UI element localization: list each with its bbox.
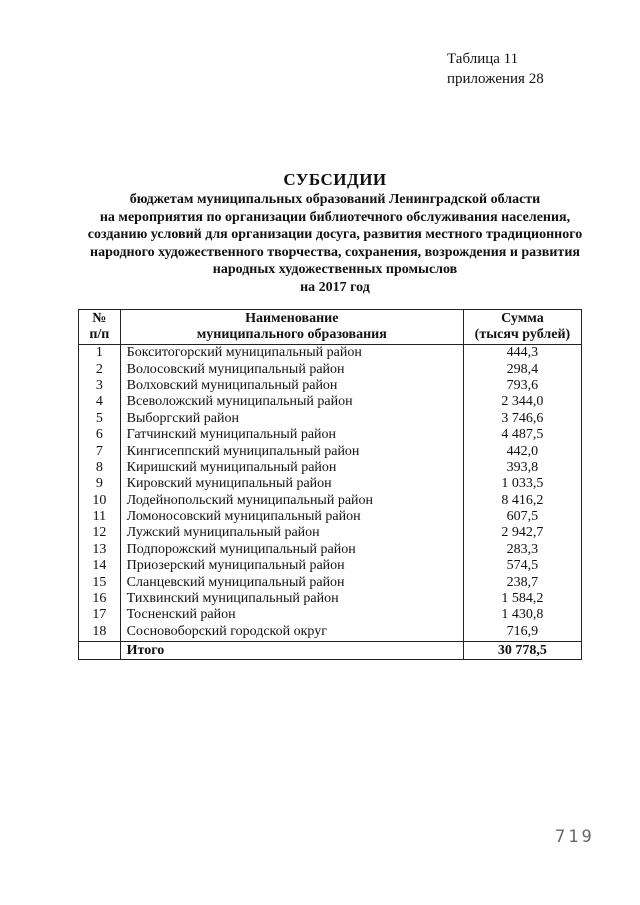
heading-line: созданию условий для организации досуга, развития местного традиционного (87, 227, 583, 242)
row-number: 12 (79, 525, 121, 541)
row-sum: 444,3 (463, 345, 581, 362)
table-number: Таблица 11 (447, 51, 519, 67)
table-body (79, 345, 582, 660)
table-row (79, 558, 582, 574)
row-number: 2 (79, 361, 121, 377)
row-name: Сланцевский муниципальный район (120, 574, 463, 590)
row-sum: 1 033,5 (463, 476, 581, 492)
row-sum: 238,7 (463, 574, 581, 590)
header-name (120, 310, 463, 345)
heading-year: на 2017 год (300, 279, 370, 295)
heading-line: народных художественных промыслов (212, 262, 458, 277)
row-sum: 716,9 (463, 624, 581, 642)
row-number: 9 (79, 476, 121, 492)
row-name: Тосненский район (120, 607, 463, 623)
table-row (79, 525, 582, 541)
table-row (79, 574, 582, 590)
row-number: 14 (79, 558, 121, 574)
header-sum-line1: Сумма (501, 311, 544, 326)
row-sum: 393,8 (463, 460, 581, 476)
table-row (79, 411, 582, 427)
table-row (79, 345, 582, 362)
total-row (79, 642, 582, 660)
row-sum: 1 430,8 (463, 607, 581, 623)
table-row (79, 509, 582, 525)
total-label: Итого (120, 642, 463, 660)
table-reference (447, 49, 544, 89)
row-number: 3 (79, 378, 121, 394)
row-number: 4 (79, 394, 121, 410)
row-name: Киришский муниципальный район (120, 460, 463, 476)
heading-line: на мероприятия по организации библиотечного обслуживания населения, (99, 209, 571, 225)
row-name: Приозерский муниципальный район (120, 558, 463, 574)
row-number: 1 (79, 345, 121, 362)
row-name: Выборгский район (120, 411, 463, 427)
table-row (79, 607, 582, 623)
heading-line: бюджетам муниципальных образований Ленинградской области (129, 192, 541, 207)
row-name: Волховский муниципальный район (120, 378, 463, 394)
row-sum: 3 746,6 (463, 411, 581, 427)
row-number: 10 (79, 493, 121, 509)
table-row (79, 361, 582, 377)
table-header-row (79, 310, 582, 345)
table-row (79, 427, 582, 443)
row-number: 8 (79, 460, 121, 476)
document-title: СУБСИДИИ (283, 170, 387, 189)
header-sum (463, 310, 581, 345)
row-sum: 8 416,2 (463, 493, 581, 509)
table-row (79, 591, 582, 607)
row-number: 15 (79, 574, 121, 590)
row-name: Кингисеппский муниципальный район (120, 443, 463, 459)
table-row (79, 493, 582, 509)
row-sum: 4 487,5 (463, 427, 581, 443)
row-number: 6 (79, 427, 121, 443)
row-sum: 793,6 (463, 378, 581, 394)
row-name: Ломоносовский муниципальный район (120, 509, 463, 525)
row-sum: 607,5 (463, 509, 581, 525)
row-name: Тихвинский муниципальный район (120, 591, 463, 607)
table-row (79, 443, 582, 459)
document-heading (40, 169, 630, 296)
table-row (79, 542, 582, 558)
row-name: Лужский муниципальный район (120, 525, 463, 541)
row-number: 7 (79, 443, 121, 459)
row-name: Сосновоборский городской округ (120, 624, 463, 642)
row-number: 13 (79, 542, 121, 558)
total-number-cell (79, 642, 121, 660)
row-name: Лодейнопольский муниципальный район (120, 493, 463, 509)
table-row (79, 378, 582, 394)
row-sum: 298,4 (463, 361, 581, 377)
row-name: Подпорожский муниципальный район (120, 542, 463, 558)
row-name: Всеволожский муниципальный район (120, 394, 463, 410)
row-number: 16 (79, 591, 121, 607)
row-sum: 442,0 (463, 443, 581, 459)
header-number (79, 310, 121, 345)
header-name-line1: Наименование (245, 311, 339, 326)
header-sum-line2: (тысяч рублей) (474, 327, 571, 342)
row-name: Бокситогорский муниципальный район (120, 345, 463, 362)
header-name-line2: муниципального образования (196, 327, 387, 342)
total-sum: 30 778,5 (463, 642, 581, 660)
row-sum: 2 344,0 (463, 394, 581, 410)
row-name: Кировский муниципальный район (120, 476, 463, 492)
row-name: Волосовский муниципальный район (120, 361, 463, 377)
table-row (79, 394, 582, 410)
row-number: 5 (79, 411, 121, 427)
table-row (79, 476, 582, 492)
row-number: 11 (79, 509, 121, 525)
table-row (79, 460, 582, 476)
row-name: Гатчинский муниципальный район (120, 427, 463, 443)
header-number-line2: п/п (89, 327, 110, 342)
header-number-line1: № (92, 311, 107, 326)
heading-line: народного художественного творчества, сохранения, возрождения и развития (90, 244, 580, 260)
row-sum: 574,5 (463, 558, 581, 574)
row-sum: 2 942,7 (463, 525, 581, 541)
row-sum: 1 584,2 (463, 591, 581, 607)
row-number: 17 (79, 607, 121, 623)
page-number: 719 (555, 827, 595, 847)
subsidies-table (78, 309, 582, 660)
appendix-number: приложения 28 (447, 71, 544, 87)
table-row (79, 624, 582, 642)
row-number: 18 (79, 624, 121, 642)
row-sum: 283,3 (463, 542, 581, 558)
